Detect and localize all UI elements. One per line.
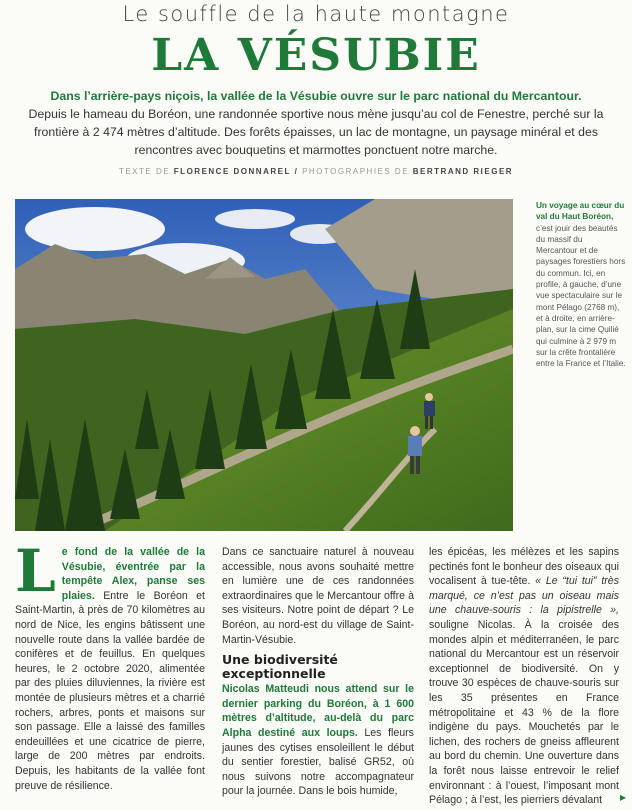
- intro-text: e fond de la vallée de la Vésubie, éventrée par la tempête Alex, panse ses plaies.: [61, 546, 205, 602]
- credits-separator: /: [294, 167, 299, 176]
- credits: [0, 167, 632, 176]
- section-subhead: Une biodiversité exceptionnelle: [222, 652, 338, 681]
- article-column-2: [222, 545, 414, 799]
- column-3-body-a: les épicéas, les mélèzes et les sapins pectinés font le bonheur des oiseaux qui vocalisent à tue-tête.: [429, 546, 619, 588]
- kicker: Le souffle de la haute montagne: [122, 2, 510, 26]
- credits-text-prefix: TEXTE DE: [118, 167, 171, 176]
- credits-photo-prefix: PHOTOGRAPHIES DE: [302, 167, 410, 176]
- column-3-body-b: souligne Nicolas. À la croisée des mondes alpin et méditerranéen, le parc national du Mercantour est un réservoir exceptionnel de biodiversité. On y trouve 30 espèces de chauve-souris sur les 35 présentes en France métropolitaine et 43 % de la flore indigène du pays. Mouchetés par le lichen, des rochers de gneiss affleurent au bord du chemin. Une ouverture dans la forêt nous laisse entrevoir le relief environnant : à l’ouest, l’imposant mont Pélago ; à l’est, les pierriers dévalant: [429, 618, 619, 807]
- dropcap: L: [15, 537, 56, 605]
- credits-photographer: BERTRAND RIEGER: [412, 167, 514, 176]
- column-3-quote: « Le “tui tui” très marqué, ce n’est pas un oiseau mais une chauve-souris : la pipistrelle »,: [429, 575, 619, 617]
- continue-arrow-icon: ▸: [620, 790, 627, 804]
- standfirst: [20, 87, 612, 159]
- photo-caption: [536, 200, 626, 369]
- hero-photo: [15, 199, 513, 531]
- article-column-1: [15, 537, 205, 793]
- article-column-3: [429, 545, 619, 808]
- column-1-body: Entre le Boréon et Saint-Martin, à près de 70 kilomètres au nord de Nice, les engins bâtissent une nouvelle route dans la vallée bardée de conifères et de feuillus. En quelques heures, le 2 octobre 2020, alimentée par des pluies diluviennes, la rivière est montée de plusieurs mètres et a charrié rochers, arbres, ponts et maisons sur son passage. Elle a laissé des familles endeuillées et une cicatrice de pierre, large de 200 mètres par endroits. Depuis, les habitants de la vallée font preuve de résilience.: [15, 589, 205, 792]
- caption-body: c’est jouir des beautés du massif du Mercantour et de paysages forestiers hors du commun. Ici, en profile, à gauche, d’une vue spectaculaire sur le mont Pélago (2768 m), et à droite, en arrière-plan, sur la cime Quilié qui culmine à 2 979 m sur la crête frontalière entre la France et l’Italie.: [536, 223, 626, 369]
- page-title: LA VÉSUBIE: [151, 30, 481, 81]
- section-lead: Nicolas Matteudi nous attend sur le dernier parking du Boréon, à 1 600 mètres d’altitude, au-delà du parc Alpha destiné aux loups.: [222, 683, 414, 739]
- standfirst-body: Depuis le hameau du Boréon, une randonnée sportive nous mène jusqu’au col de Fenestre, perché sur la frontière à 2 474 mètres d’altitude. Des forêts épaisses, un lac de montagne, un paysage minéral et des rencontres avec bouquetins et marmottes ponctuent notre marche.: [28, 107, 604, 157]
- caption-lead: Un voyage au cœur du val du Haut Boréon,: [536, 201, 625, 222]
- standfirst-lead: Dans l’arrière-pays niçois, la vallée de la Vésubie ouvre sur le parc national du Mercantour.: [50, 89, 582, 103]
- column-2-body-2: Les fleurs jaunes des cytises ensoleillent le début du sentier forestier, balisé GR52, où nous suivons notre accompagnateur pour la journée. Dans le bois humide,: [222, 726, 414, 798]
- column-2-body: Dans ce sanctuaire naturel à nouveau accessible, nous avons souhaité mettre en lumière une de ces randonnées extraordinaires que le Mercantour offre à ses visiteurs. Notre point de départ ? Le Boréon, au nord-est du village de Saint-Martin-Vésubie.: [222, 546, 414, 646]
- credits-author: FLORENCE DONNAREL: [173, 167, 291, 176]
